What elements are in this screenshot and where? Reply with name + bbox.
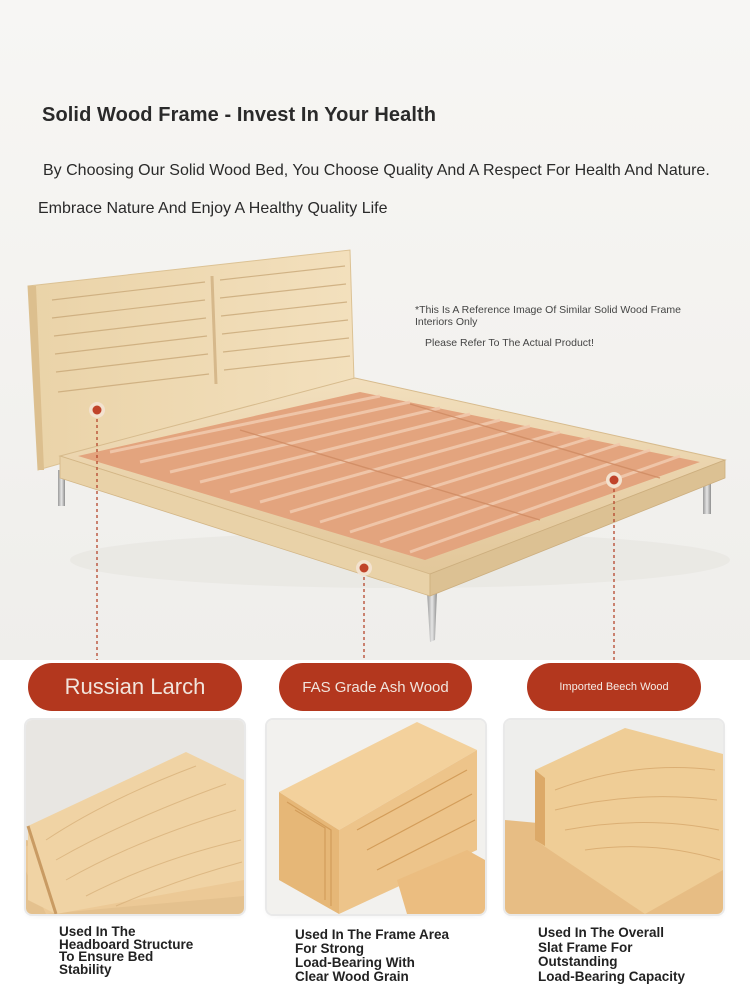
marker-slats [606,472,622,488]
marker-frame [356,560,372,576]
label-ash-wood: FAS Grade Ash Wood [279,663,472,711]
label-russian-larch: Russian Larch [28,663,242,711]
beech-caption: Used In The Overall Slat Frame For Outstanding Load-Bearing Capacity [538,925,686,984]
label-beech-wood: Imported Beech Wood [527,663,701,711]
larch-sample-image [26,720,244,914]
marker-headboard [89,402,105,418]
bed-illustration [0,240,750,660]
ash-sample-image [267,720,485,914]
larch-caption: Used In The Headboard Structure To Ensure Bed Stability [59,924,194,977]
beech-sample-image [505,720,723,914]
bed-leg [427,592,437,642]
disclaimer-line1: *This Is A Reference Image Of Similar Solid Wood Frame Interiors Only [415,304,681,328]
subtext: By Choosing Our Solid Wood Bed, You Choose Quality And A Respect For Health And Nature. Embrace Nature And Enjoy A Healthy Quality Life [38,162,710,217]
ash-caption: Used In The Frame Area For Strong Load-Bearing With Clear Wood Grain [295,927,450,984]
disclaimer-line2: Please Refer To The Actual Product! [425,337,594,349]
headline: Solid Wood Frame - Invest In Your Health [42,104,437,126]
